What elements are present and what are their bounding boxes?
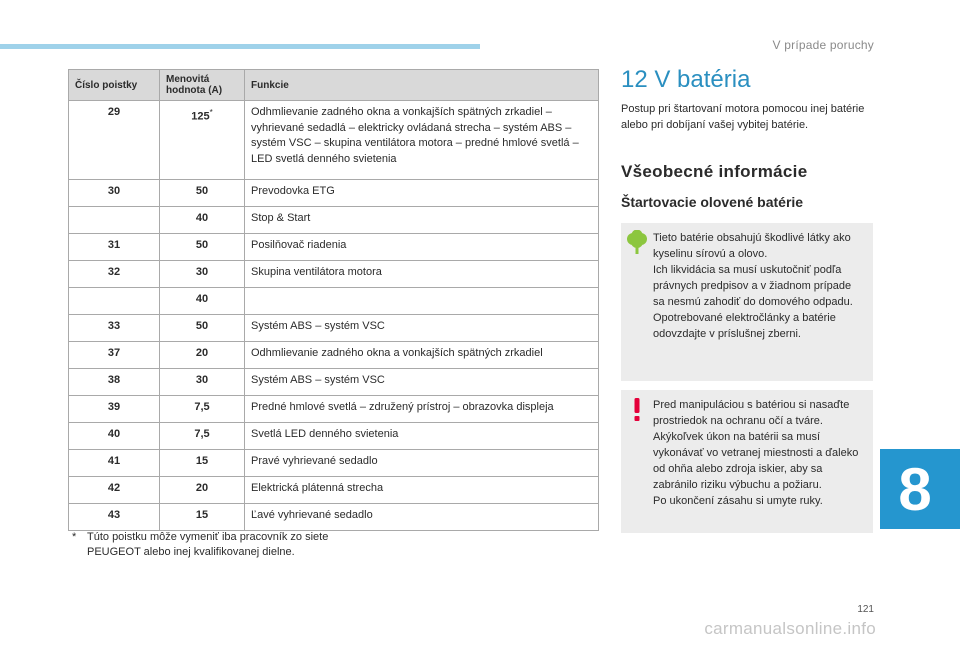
fuse-function: Prevodovka ETG xyxy=(245,180,599,207)
fuse-rating: 40 xyxy=(160,207,245,234)
general-info-heading: Všeobecné informácie xyxy=(621,162,808,181)
fuse-function: Systém ABS – systém VSC xyxy=(245,369,599,396)
fuse-rating: 50 xyxy=(160,234,245,261)
fuse-function: Skupina ventilátora motora xyxy=(245,261,599,288)
environment-note-text: Opotrebované elektročlánky a batérie odovzdajte v príslušnej zberni. xyxy=(653,312,836,340)
fuse-rating: 20 xyxy=(160,477,245,504)
fuse-number: 31 xyxy=(69,234,160,261)
table-header-row xyxy=(69,70,599,101)
table-row xyxy=(69,101,599,180)
fuse-function: Ľavé vyhrievané sedadlo xyxy=(245,504,599,531)
environment-note-text: Ich likvidácia sa musí uskutočniť podľa právnych predpisov a v žiadnom prípade sa nesmú zahodiť do domového odpadu. xyxy=(653,264,853,308)
warning-text: Akýkoľvek úkon na batérii sa musí vykonávať vo vetranej miestnosti a ďaleko od ohňa alebo zdroja iskier, aby sa zabránilo riziku výbuchu a požiaru. xyxy=(653,431,859,491)
table-row xyxy=(69,504,599,531)
table-row xyxy=(69,450,599,477)
fuse-rating: 125* xyxy=(160,101,245,180)
fuse-number-empty xyxy=(69,288,160,315)
fuse-function: Stop & Start xyxy=(245,207,599,234)
table-row xyxy=(69,315,599,342)
table-row xyxy=(69,423,599,450)
fuse-number: 40 xyxy=(69,423,160,450)
footnote-text: Túto poistku môže vymeniť iba pracovník zo siete PEUGEOT alebo inej kvalifikovanej dielne. xyxy=(87,531,329,558)
chapter-number: 8 xyxy=(898,456,932,523)
fuse-number: 39 xyxy=(69,396,160,423)
fuse-number: 32 xyxy=(69,261,160,288)
lead-battery-heading: Štartovacie olovené batérie xyxy=(621,194,804,210)
fuse-number: 33 xyxy=(69,315,160,342)
table-row xyxy=(69,396,599,423)
fuse-function-empty xyxy=(245,288,599,315)
warning-text: Po ukončení zásahu si umyte ruky. xyxy=(653,495,823,507)
fuse-table xyxy=(68,69,599,531)
fuse-function: Pravé vyhrievané sedadlo xyxy=(245,450,599,477)
tree-icon xyxy=(625,230,649,261)
fuse-function: Odhmlievanie zadného okna a vonkajších spätných zrkadiel – vyhrievané sedadlá – elektricky ovládaná strecha – systém ABS – systém VSC – skupina ventilátora motora – predné hmlové svetlá – LED svetlá denného svietenia xyxy=(245,101,599,180)
page-number: 121 xyxy=(857,604,874,615)
footnote-marker: * xyxy=(72,531,77,543)
safety-warning-box xyxy=(621,390,873,533)
environment-note-text: Tieto batérie obsahujú škodlivé látky ako kyselinu sírovú a olovo. xyxy=(653,232,851,260)
fuse-rating: 7,5 xyxy=(160,423,245,450)
warning-text: Pred manipuláciou s batériou si nasaďte prostriedok na ochranu očí a tváre. xyxy=(653,399,850,427)
fuse-function: Predné hmlové svetlá – združený prístroj – obrazovka displeja xyxy=(245,396,599,423)
fuse-rating: 7,5 xyxy=(160,396,245,423)
fuse-number: 37 xyxy=(69,342,160,369)
column-header-fuse-number: Číslo poistky xyxy=(69,70,160,101)
fuse-rating: 50 xyxy=(160,180,245,207)
environment-note-box xyxy=(621,223,873,381)
fuse-function: Elektrická plátenná strecha xyxy=(245,477,599,504)
fuse-rating: 15 xyxy=(160,504,245,531)
fuse-function: Odhmlievanie zadného okna a vonkajších spätných zrkadiel xyxy=(245,342,599,369)
table-row xyxy=(69,234,599,261)
fuse-number: 43 xyxy=(69,504,160,531)
chapter-tab xyxy=(880,449,960,529)
table-row xyxy=(69,288,599,315)
table-row xyxy=(69,477,599,504)
section-title: 12 V batéria xyxy=(621,66,751,93)
fuse-number-empty xyxy=(69,207,160,234)
fuse-rating: 40 xyxy=(160,288,245,315)
header-accent-bar xyxy=(0,44,480,49)
column-header-rating: Menovitá hodnota (A) xyxy=(160,70,245,101)
table-row xyxy=(69,180,599,207)
fuse-number: 38 xyxy=(69,369,160,396)
chapter-title: V prípade poruchy xyxy=(772,38,874,52)
section-intro: Postup pri štartovaní motora pomocou inej batérie alebo pri dobíjaní vašej vybitej batérie. xyxy=(621,103,865,131)
fuse-number: 29 xyxy=(69,101,160,180)
exclamation-icon xyxy=(625,397,649,428)
table-row xyxy=(69,369,599,396)
table-row xyxy=(69,261,599,288)
fuse-number: 42 xyxy=(69,477,160,504)
fuse-number: 41 xyxy=(69,450,160,477)
fuse-rating: 15 xyxy=(160,450,245,477)
fuse-function: Svetlá LED denného svietenia xyxy=(245,423,599,450)
fuse-rating: 50 xyxy=(160,315,245,342)
fuse-rating: 30 xyxy=(160,369,245,396)
footnote xyxy=(72,530,342,560)
fuse-number: 30 xyxy=(69,180,160,207)
table-row xyxy=(69,342,599,369)
table-row xyxy=(69,207,599,234)
fuse-rating: 20 xyxy=(160,342,245,369)
watermark: carmanualsonline.info xyxy=(704,619,876,638)
fuse-rating: 30 xyxy=(160,261,245,288)
footnote-marker: * xyxy=(209,108,213,117)
fuse-function: Systém ABS – systém VSC xyxy=(245,315,599,342)
fuse-function: Posilňovač riadenia xyxy=(245,234,599,261)
column-header-function: Funkcie xyxy=(245,70,599,101)
